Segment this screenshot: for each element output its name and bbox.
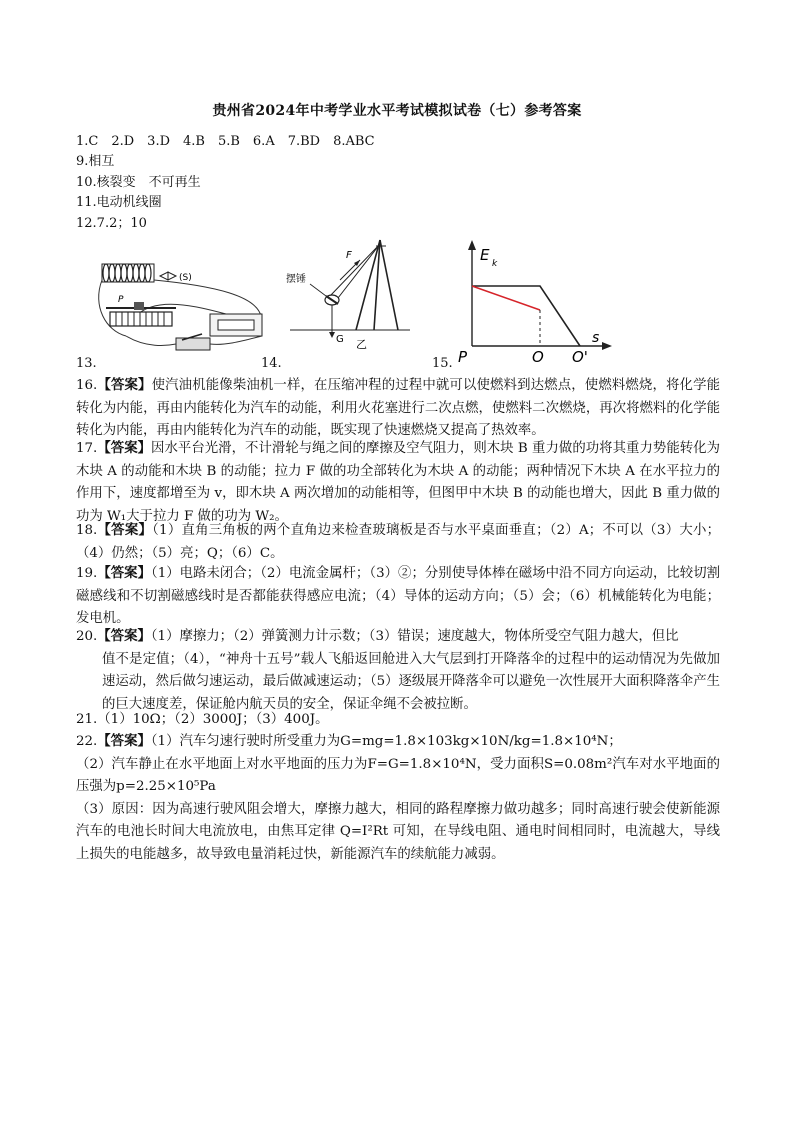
answer-18-text: （1）直角三角板的两个直角边来检查玻璃板是否与水平桌面垂直；（2）A；不可以（3）大小；（4）仍然；（5）亮；Q；（6）C。 xyxy=(76,523,721,561)
figure-15-s-label: s xyxy=(592,330,600,346)
figure-14-f-label: F xyxy=(346,250,352,261)
answer-22-text: （1）汽车匀速行驶时所受重力为G=mg=1.8×103kg×10N/kg=1.8×10⁴N； xyxy=(150,734,622,749)
answer-20-first-line xyxy=(76,625,720,649)
figure-14-g-label: G xyxy=(336,334,344,345)
answer-17-number: 17. xyxy=(76,441,98,456)
figure-13-p-label: P xyxy=(118,295,124,305)
figure-14-hammer-label: 摆锤 xyxy=(286,274,306,285)
figure-15-red-line xyxy=(472,286,540,310)
answer-19 xyxy=(76,562,720,631)
answer-17-text: 因水平台光滑，不计滑轮与绳之间的摩擦及空气阻力，则木块 B 重力做的功将其重力势能转化为木块 A 的动能和木块 B 的动能；拉力 F 做的功全部转化为木块 A 的动能；两种情况下木块 A 在水平拉力的作用下，速度都增至为 v，即木块 A 两次增加的动能相等，但图甲中木块 B 的动能也增大，因此 B 重力做的功为 W₁大于拉力 F 做的功为 W₂。 xyxy=(76,441,720,524)
answer-line-10: 10.核裂变 不可再生 xyxy=(76,175,201,190)
figure-13-label: 13. xyxy=(76,356,97,371)
answer-line-9: 9.相互 xyxy=(76,154,115,169)
figures-row xyxy=(76,236,636,376)
answer-20 xyxy=(76,625,720,716)
figure-14-yi-label: 乙 xyxy=(356,338,367,351)
answer-line-12: 12.7.2；10 xyxy=(76,216,147,231)
answer-16-tag: 【答案】 xyxy=(97,377,152,393)
answer-16-text: 使汽油机能像柴油机一样，在压缩冲程的过程中就可以使燃料到达燃点，使燃料燃烧，将化学能转化为内能，再由内能转化为汽车的动能，利用火花塞进行二次点燃，使燃料二次燃烧，再次将燃料的化学能转化为内能，再由内能转化为汽车的动能，既实现了快速燃烧又提高了热效率。 xyxy=(76,378,720,438)
answer-19-text: （1）电路未闭合；（2）电流金属杆；（3）②；分别使导体棒在磁场中沿不同方向运动，比较切割磁感线和不切割磁感线时是否都能获得感应电流；（4）导体的运动方向；（5）会；（6）机械能转化为电能；发电机。 xyxy=(76,566,720,626)
figure-14-label: 14. xyxy=(261,356,282,371)
figure-15-graph xyxy=(448,236,618,366)
answer-17 xyxy=(76,437,720,528)
answer-21: 21.（1）10Ω；（2）3000J；（3）400J。 xyxy=(76,712,329,727)
figure-15-o-label: O xyxy=(532,348,544,366)
answer-20-continuation: 值不是定值；（4），“神舟十五号”载人飞船返回舱进入大气层到打开降落伞的过程中的运动情况为先做加速运动，然后做匀速运动，最后做减速运动；（5）逐级展开降落伞可以避免一次性展开大面积降落伞产生的巨大速度差，保证舱内航天员的安全，保证伞绳不会被拉断。 xyxy=(102,651,720,712)
answer-18 xyxy=(76,519,720,565)
answer-22-part-1 xyxy=(76,730,720,754)
answer-16-number: 16. xyxy=(76,378,98,393)
figure-14-pendulum xyxy=(286,236,416,354)
answer-line-1-8: 1.C 2.D 3.D 4.B 5.B 6.A 7.BD 8.ABC xyxy=(76,134,375,149)
answer-16 xyxy=(76,374,720,443)
figure-15-o-prime-label: O' xyxy=(572,348,588,366)
figure-15-label: 15. xyxy=(432,356,453,371)
answer-line-11: 11.电动机线圈 xyxy=(76,195,162,210)
figure-15-ek-label: E xyxy=(480,246,490,264)
answer-18-tag: 【答案】 xyxy=(97,522,153,538)
figure-13-s-label: (S) xyxy=(179,273,192,283)
page-title: 贵州省2024年中考学业水平考试模拟试卷（七）参考答案 xyxy=(212,103,582,119)
answer-22-part-3: （3）原因：因为高速行驶风阻会增大，摩擦力越大，相同的路程摩擦力做功越多；同时高速行驶会使新能源汽车的电池长时间大电流放电，由焦耳定律 Q=I²Rt 可知，在导线电阻、通电时间相同时，电流越大，导线上损失的电能越多，故导致电量消耗过快，新能源汽车的续航能力减弱。 xyxy=(76,801,720,862)
answer-19-number: 19. xyxy=(76,566,98,581)
answer-20-tag: 【答案】 xyxy=(97,628,151,644)
figure-15-ek-subscript: k xyxy=(492,259,498,269)
figure-15-black-line xyxy=(472,286,580,346)
answer-22 xyxy=(76,730,720,866)
figure-15-p-label: P xyxy=(458,348,468,366)
answer-22-part-2: （2）汽车静止在水平地面上对水平地面的压力为F=G=1.8×10⁴N，受力面积S=0.08m²汽车对水平地面的压强为p=2.25×10⁵Pa xyxy=(76,756,720,794)
answer-22-tag: 【答案】 xyxy=(97,733,151,749)
answer-18-number: 18. xyxy=(76,523,98,538)
answer-20-number: 20. xyxy=(76,629,98,644)
answer-19-tag: 【答案】 xyxy=(97,565,151,581)
answer-17-tag: 【答案】 xyxy=(97,440,152,456)
answer-22-number: 22. xyxy=(76,734,98,749)
figure-13-circuit xyxy=(96,236,276,354)
answer-20-text: （1）摩擦力；（2）弹簧测力计示数；（3）错误；速度越大，物体所受空气阻力越大，但比 xyxy=(150,629,679,644)
